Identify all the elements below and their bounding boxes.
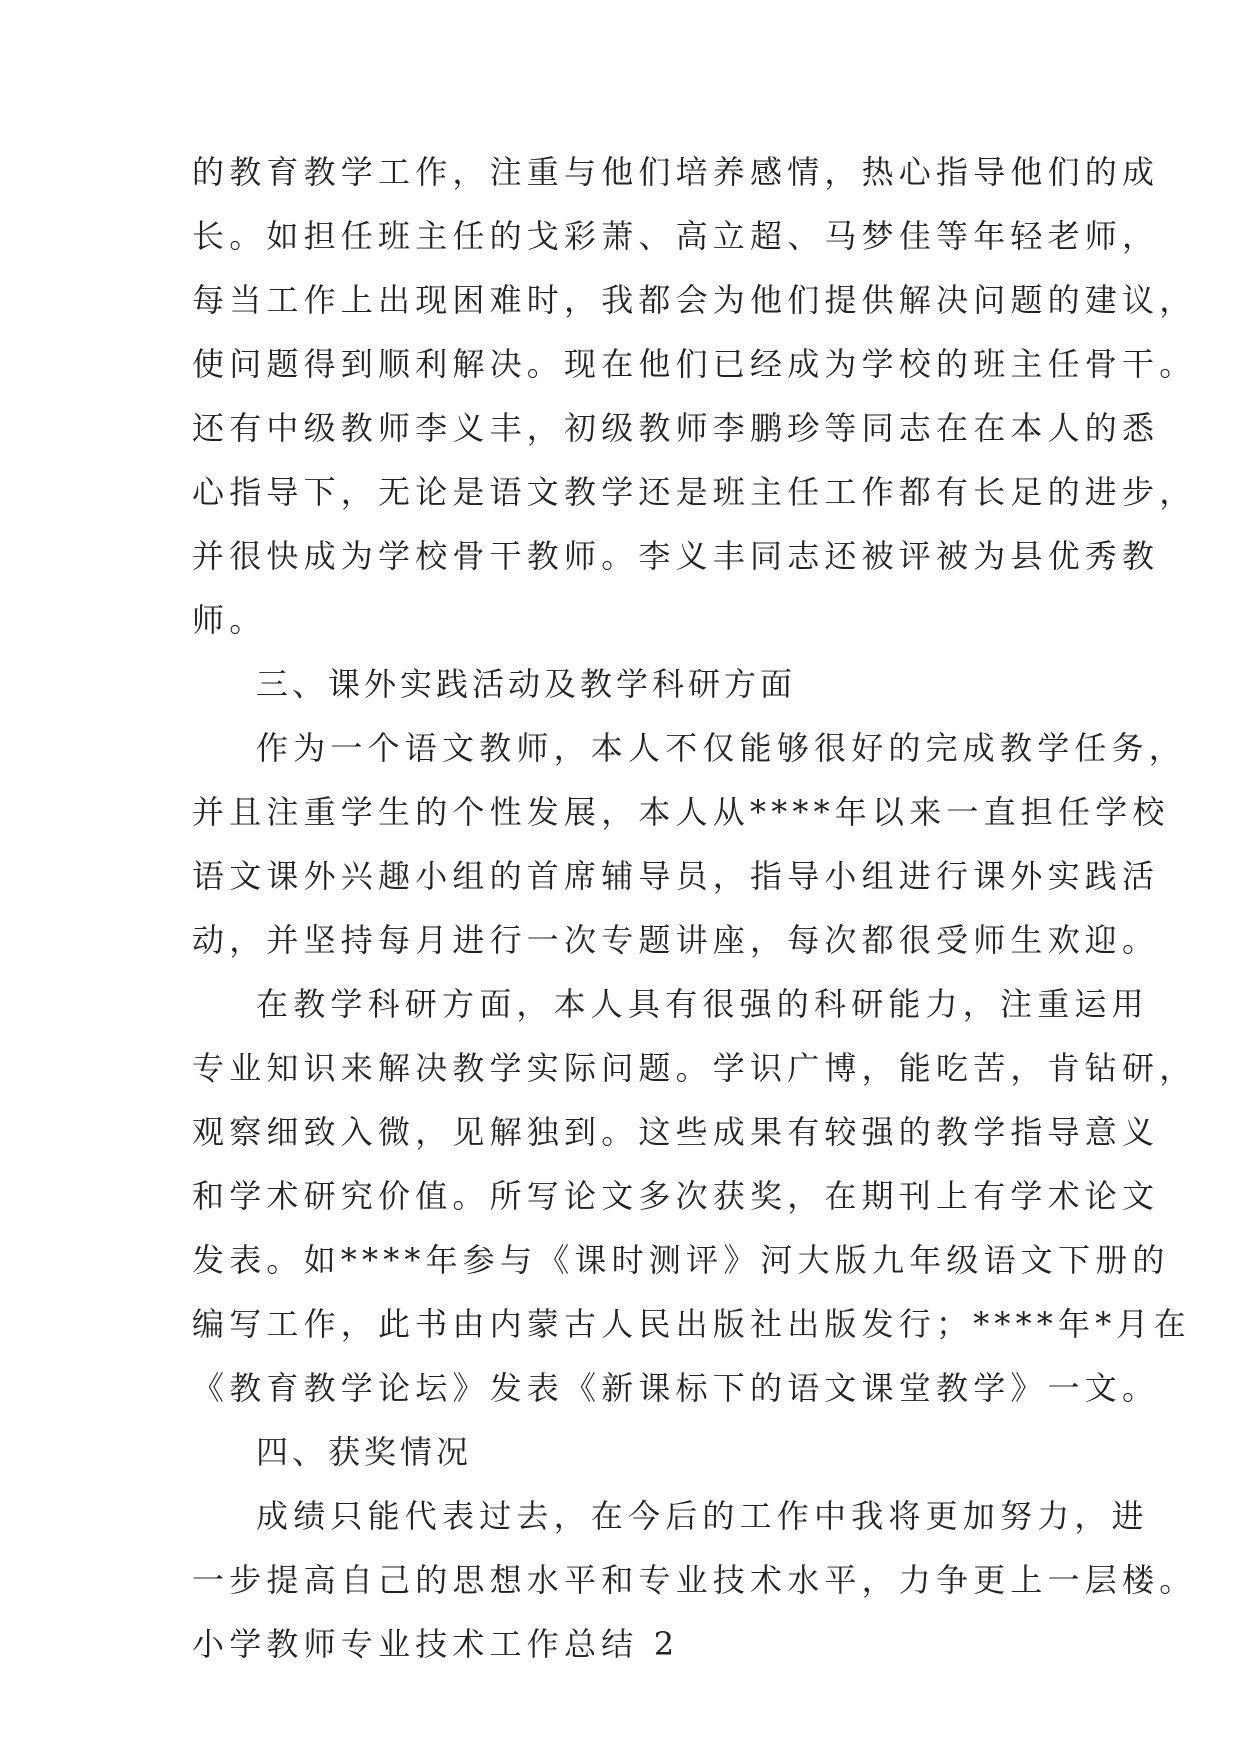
body-text-line: 编写工作，此书由内蒙古人民出版社出版发行；****年*月在 xyxy=(192,1305,1191,1343)
body-text-line: 还有中级教师李义丰，初级教师李鹏珍等同志在在本人的悉 xyxy=(192,409,1160,447)
body-text-line: 专业知识来解决教学实际问题。学识广博，能吃苦，肯钻研， xyxy=(192,1049,1197,1087)
body-text-line: 每当工作上出现困难时，我都会为他们提供解决问题的建议， xyxy=(192,281,1197,319)
body-text-line: 师。 xyxy=(192,601,267,639)
section-heading-4: 四、获奖情况 xyxy=(256,1433,473,1471)
body-text-line: 语文课外兴趣小组的首席辅导员，指导小组进行课外实践活 xyxy=(192,857,1160,895)
paragraph-start-line: 在教学科研方面，本人具有很强的科研能力，注重运用 xyxy=(256,985,1149,1023)
document-footer-title: 小学教师专业技术工作总结 2 xyxy=(192,1625,680,1663)
section-heading-3: 三、课外实践活动及教学科研方面 xyxy=(256,665,797,703)
body-text-line: 动，并坚持每月进行一次专题讲座，每次都很受师生欢迎。 xyxy=(192,921,1160,959)
body-text-line: 并且注重学生的个性发展，本人从****年以来一直担任学校 xyxy=(192,793,1170,831)
body-text-line: 并很快成为学校骨干教师。李义丰同志还被评被为县优秀教 xyxy=(192,537,1160,575)
body-text-line: 使问题得到顺利解决。现在他们已经成为学校的班主任骨干。 xyxy=(192,345,1197,383)
body-text-line: 的教育教学工作，注重与他们培养感情，热心指导他们的成 xyxy=(192,153,1160,191)
body-text-line: 一步提高自己的思想水平和专业技术水平，力争更上一层楼。 xyxy=(192,1561,1197,1599)
body-text-line: 观察细致入微，见解独到。这些成果有较强的教学指导意义 xyxy=(192,1113,1160,1151)
paragraph-start-line: 成绩只能代表过去，在今后的工作中我将更加努力，进 xyxy=(256,1497,1149,1535)
body-text-line: 心指导下，无论是语文教学还是班主任工作都有长足的进步， xyxy=(192,473,1197,511)
body-text-line: 发表。如****年参与《课时测评》河大版九年级语文下册的 xyxy=(192,1241,1170,1279)
paragraph-start-line: 作为一个语文教师，本人不仅能够很好的完成教学任务， xyxy=(256,729,1187,767)
body-text-line: 《教育教学论坛》发表《新课标下的语文课堂教学》一文。 xyxy=(192,1369,1160,1407)
body-text-line: 和学术研究价值。所写论文多次获奖，在期刊上有学术论文 xyxy=(192,1177,1160,1215)
body-text-line: 长。如担任班主任的戈彩萧、高立超、马梦佳等年轻老师， xyxy=(192,217,1160,255)
